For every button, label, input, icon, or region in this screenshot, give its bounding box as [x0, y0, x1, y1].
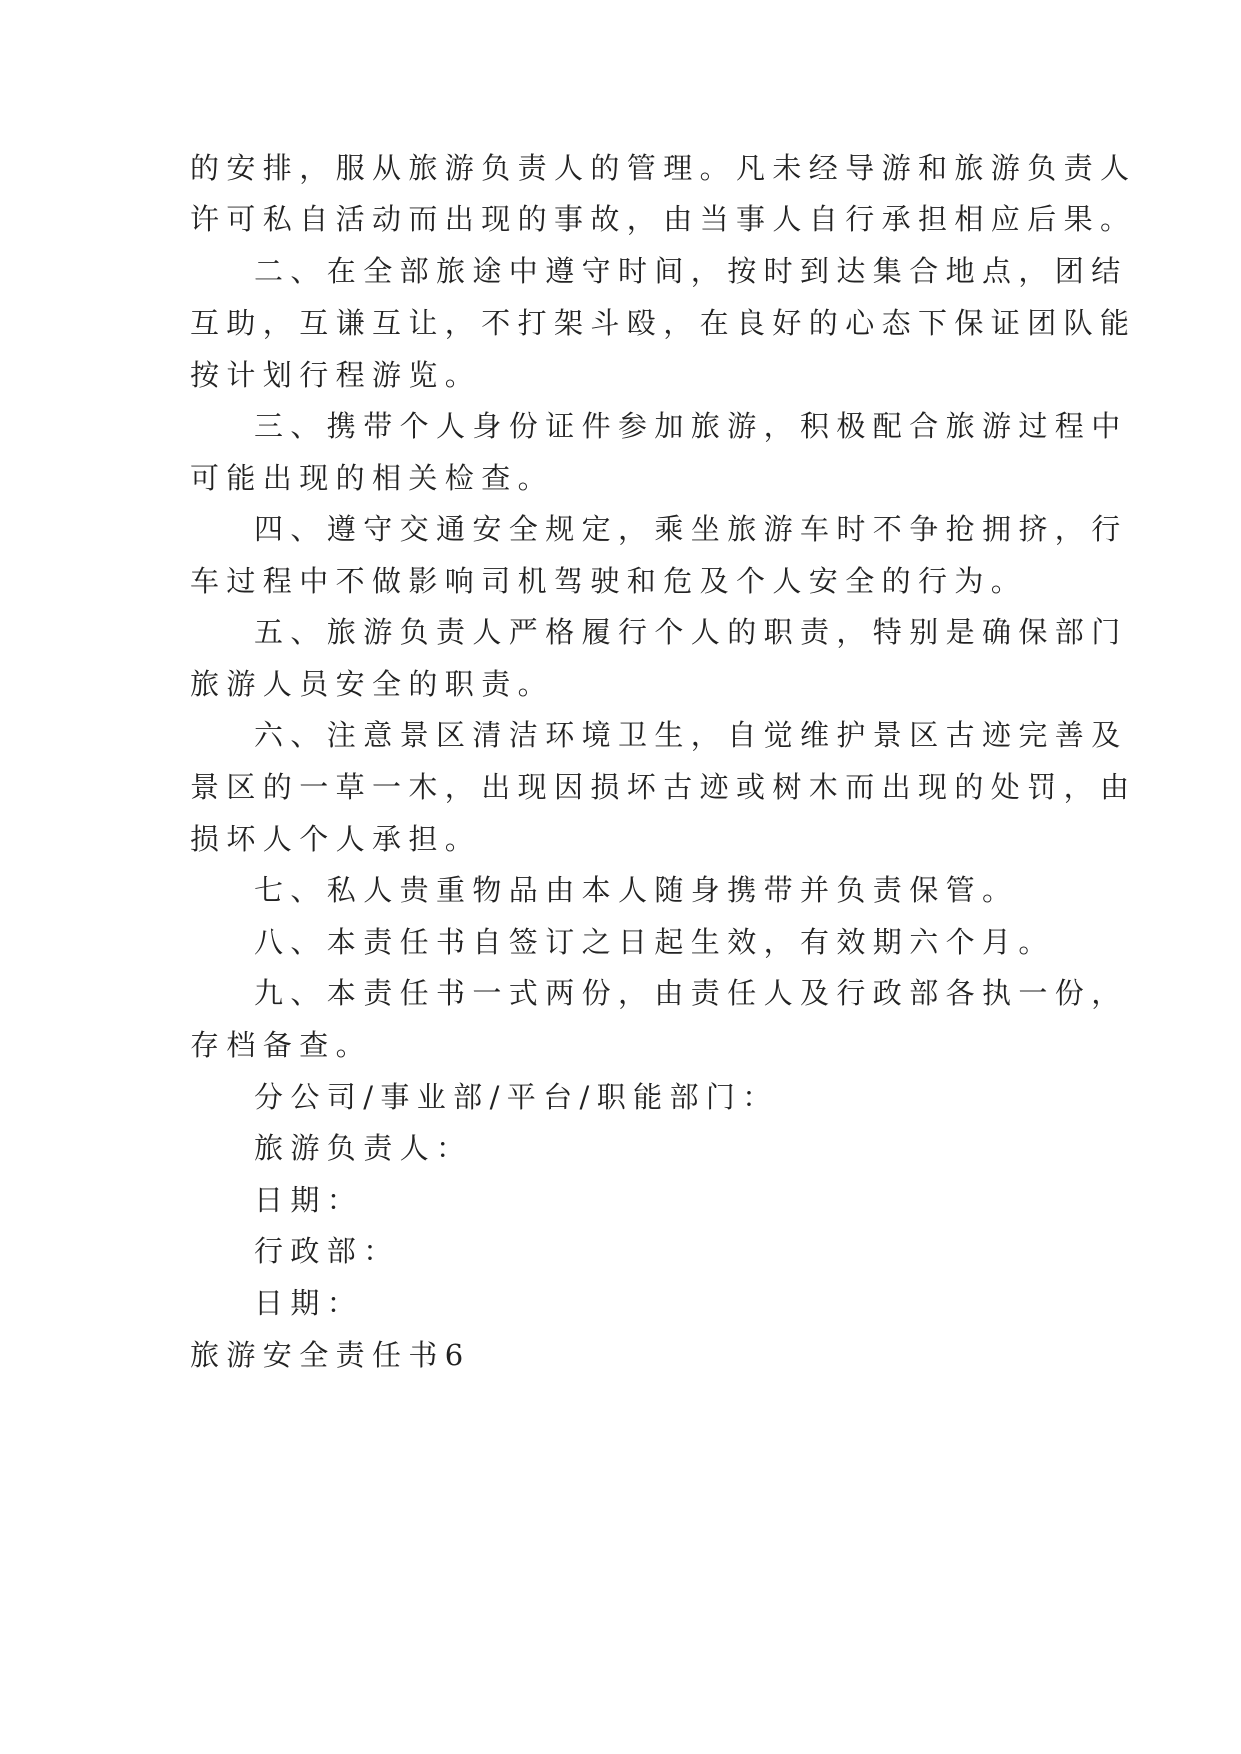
admin-department-label: 行政部：	[254, 1234, 400, 1268]
clause-7-line: 七、私人贵重物品由本人随身携带并负责保管。	[254, 873, 1019, 907]
clause-4-line: 四、遵守交通安全规定，乘坐旅游车时不争抢拥挤，行	[254, 512, 1128, 546]
clause-9-line: 九、本责任书一式两份，由责任人及行政部各执一份，	[254, 976, 1128, 1010]
date-label: 日期：	[254, 1183, 364, 1217]
clause-2-line: 二、在全部旅途中遵守时间，按时到达集合地点，团结	[254, 254, 1128, 288]
paragraph-line: 的安排，服从旅游负责人的管理。凡未经导游和旅游负责人	[190, 151, 1137, 185]
paragraph-line: 旅游人员安全的职责。	[190, 667, 555, 701]
paragraph-line: 存档备查。	[190, 1028, 373, 1062]
tour-leader-signature-label: 旅游负责人：	[254, 1131, 473, 1165]
paragraph-line: 可能出现的相关检查。	[190, 461, 555, 495]
paragraph-line: 按计划行程游览。	[190, 358, 482, 392]
clause-8-line: 八、本责任书自签订之日起生效，有效期六个月。	[254, 925, 1055, 959]
date-label: 日期：	[254, 1286, 364, 1320]
department-signature-label: 分公司/事业部/平台/职能部门：	[254, 1080, 779, 1114]
paragraph-line: 损坏人个人承担。	[190, 822, 482, 856]
paragraph-line: 景区的一草一木，出现因损坏古迹或树木而出现的处罚，由	[190, 770, 1137, 804]
clause-6-line: 六、注意景区清洁环境卫生，自觉维护景区古迹完善及	[254, 718, 1128, 752]
paragraph-line: 车过程中不做影响司机驾驶和危及个人安全的行为。	[190, 564, 1028, 598]
clause-5-line: 五、旅游负责人严格履行个人的职责，特别是确保部门	[254, 615, 1128, 649]
paragraph-line: 许可私自活动而出现的事故，由当事人自行承担相应后果。	[190, 202, 1137, 236]
paragraph-line: 互助，互谦互让，不打架斗殴，在良好的心态下保证团队能	[190, 306, 1137, 340]
clause-3-line: 三、携带个人身份证件参加旅游，积极配合旅游过程中	[254, 409, 1128, 443]
section-title: 旅游安全责任书6	[190, 1338, 471, 1372]
